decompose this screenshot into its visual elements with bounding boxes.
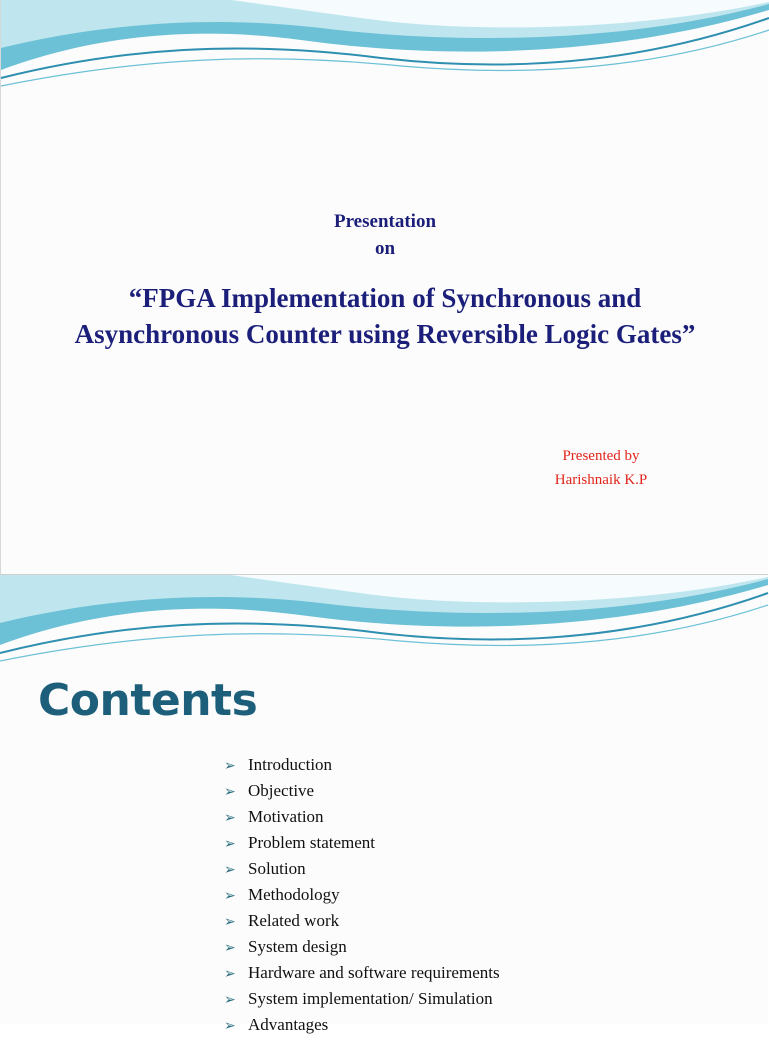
list-item-label: Motivation [248, 807, 324, 826]
contents-slide [0, 575, 768, 1034]
list-item [224, 832, 500, 858]
list-item-label: Solution [248, 859, 306, 878]
list-item-label: Hardware and software requirements [248, 963, 500, 982]
on-label: on [374, 238, 396, 259]
list-item [224, 780, 500, 806]
list-item [224, 806, 500, 832]
list-item-label: Introduction [248, 755, 333, 774]
presentation-title: “FPGA Implementation of Synchronous and Asynchronous Counter using Reversible Logic Gates” [74, 283, 696, 349]
list-item-label: System design [248, 937, 347, 956]
arrow-bullet-icon: ➢ [224, 810, 236, 826]
list-item-label: Methodology [248, 885, 340, 904]
presentation-label: Presentation [333, 211, 437, 232]
list-item [224, 884, 500, 910]
arrow-bullet-icon: ➢ [224, 914, 236, 930]
arrow-bullet-icon: ➢ [224, 784, 236, 800]
arrow-bullet-icon: ➢ [224, 1018, 236, 1034]
list-item [224, 910, 500, 936]
arrow-bullet-icon: ➢ [224, 992, 236, 1008]
presented-by-label: Presented by [562, 448, 640, 464]
arrow-bullet-icon: ➢ [224, 862, 236, 878]
arrow-bullet-icon: ➢ [224, 888, 236, 904]
list-item-label: Problem statement [248, 833, 376, 852]
list-item [224, 988, 500, 1014]
list-item-label: Advantages [248, 1015, 329, 1034]
presenter-name: Harishnaik K.P [554, 472, 648, 488]
arrow-bullet-icon: ➢ [224, 940, 236, 956]
arrow-bullet-icon: ➢ [224, 966, 236, 982]
list-item [224, 936, 500, 962]
list-item-label: System implementation/ Simulation [248, 989, 493, 1008]
arrow-bullet-icon: ➢ [224, 758, 236, 774]
list-item [224, 754, 500, 780]
list-item [224, 858, 500, 884]
contents-list [224, 754, 500, 1040]
header-wave-graphic [0, 575, 768, 675]
contents-heading: Contents [38, 675, 258, 726]
arrow-bullet-icon: ➢ [224, 836, 236, 852]
list-item [224, 962, 500, 988]
list-item-label: Objective [248, 781, 315, 800]
header-wave-graphic [1, 0, 769, 100]
list-item [224, 1014, 500, 1040]
list-item-label: Related work [248, 911, 340, 930]
